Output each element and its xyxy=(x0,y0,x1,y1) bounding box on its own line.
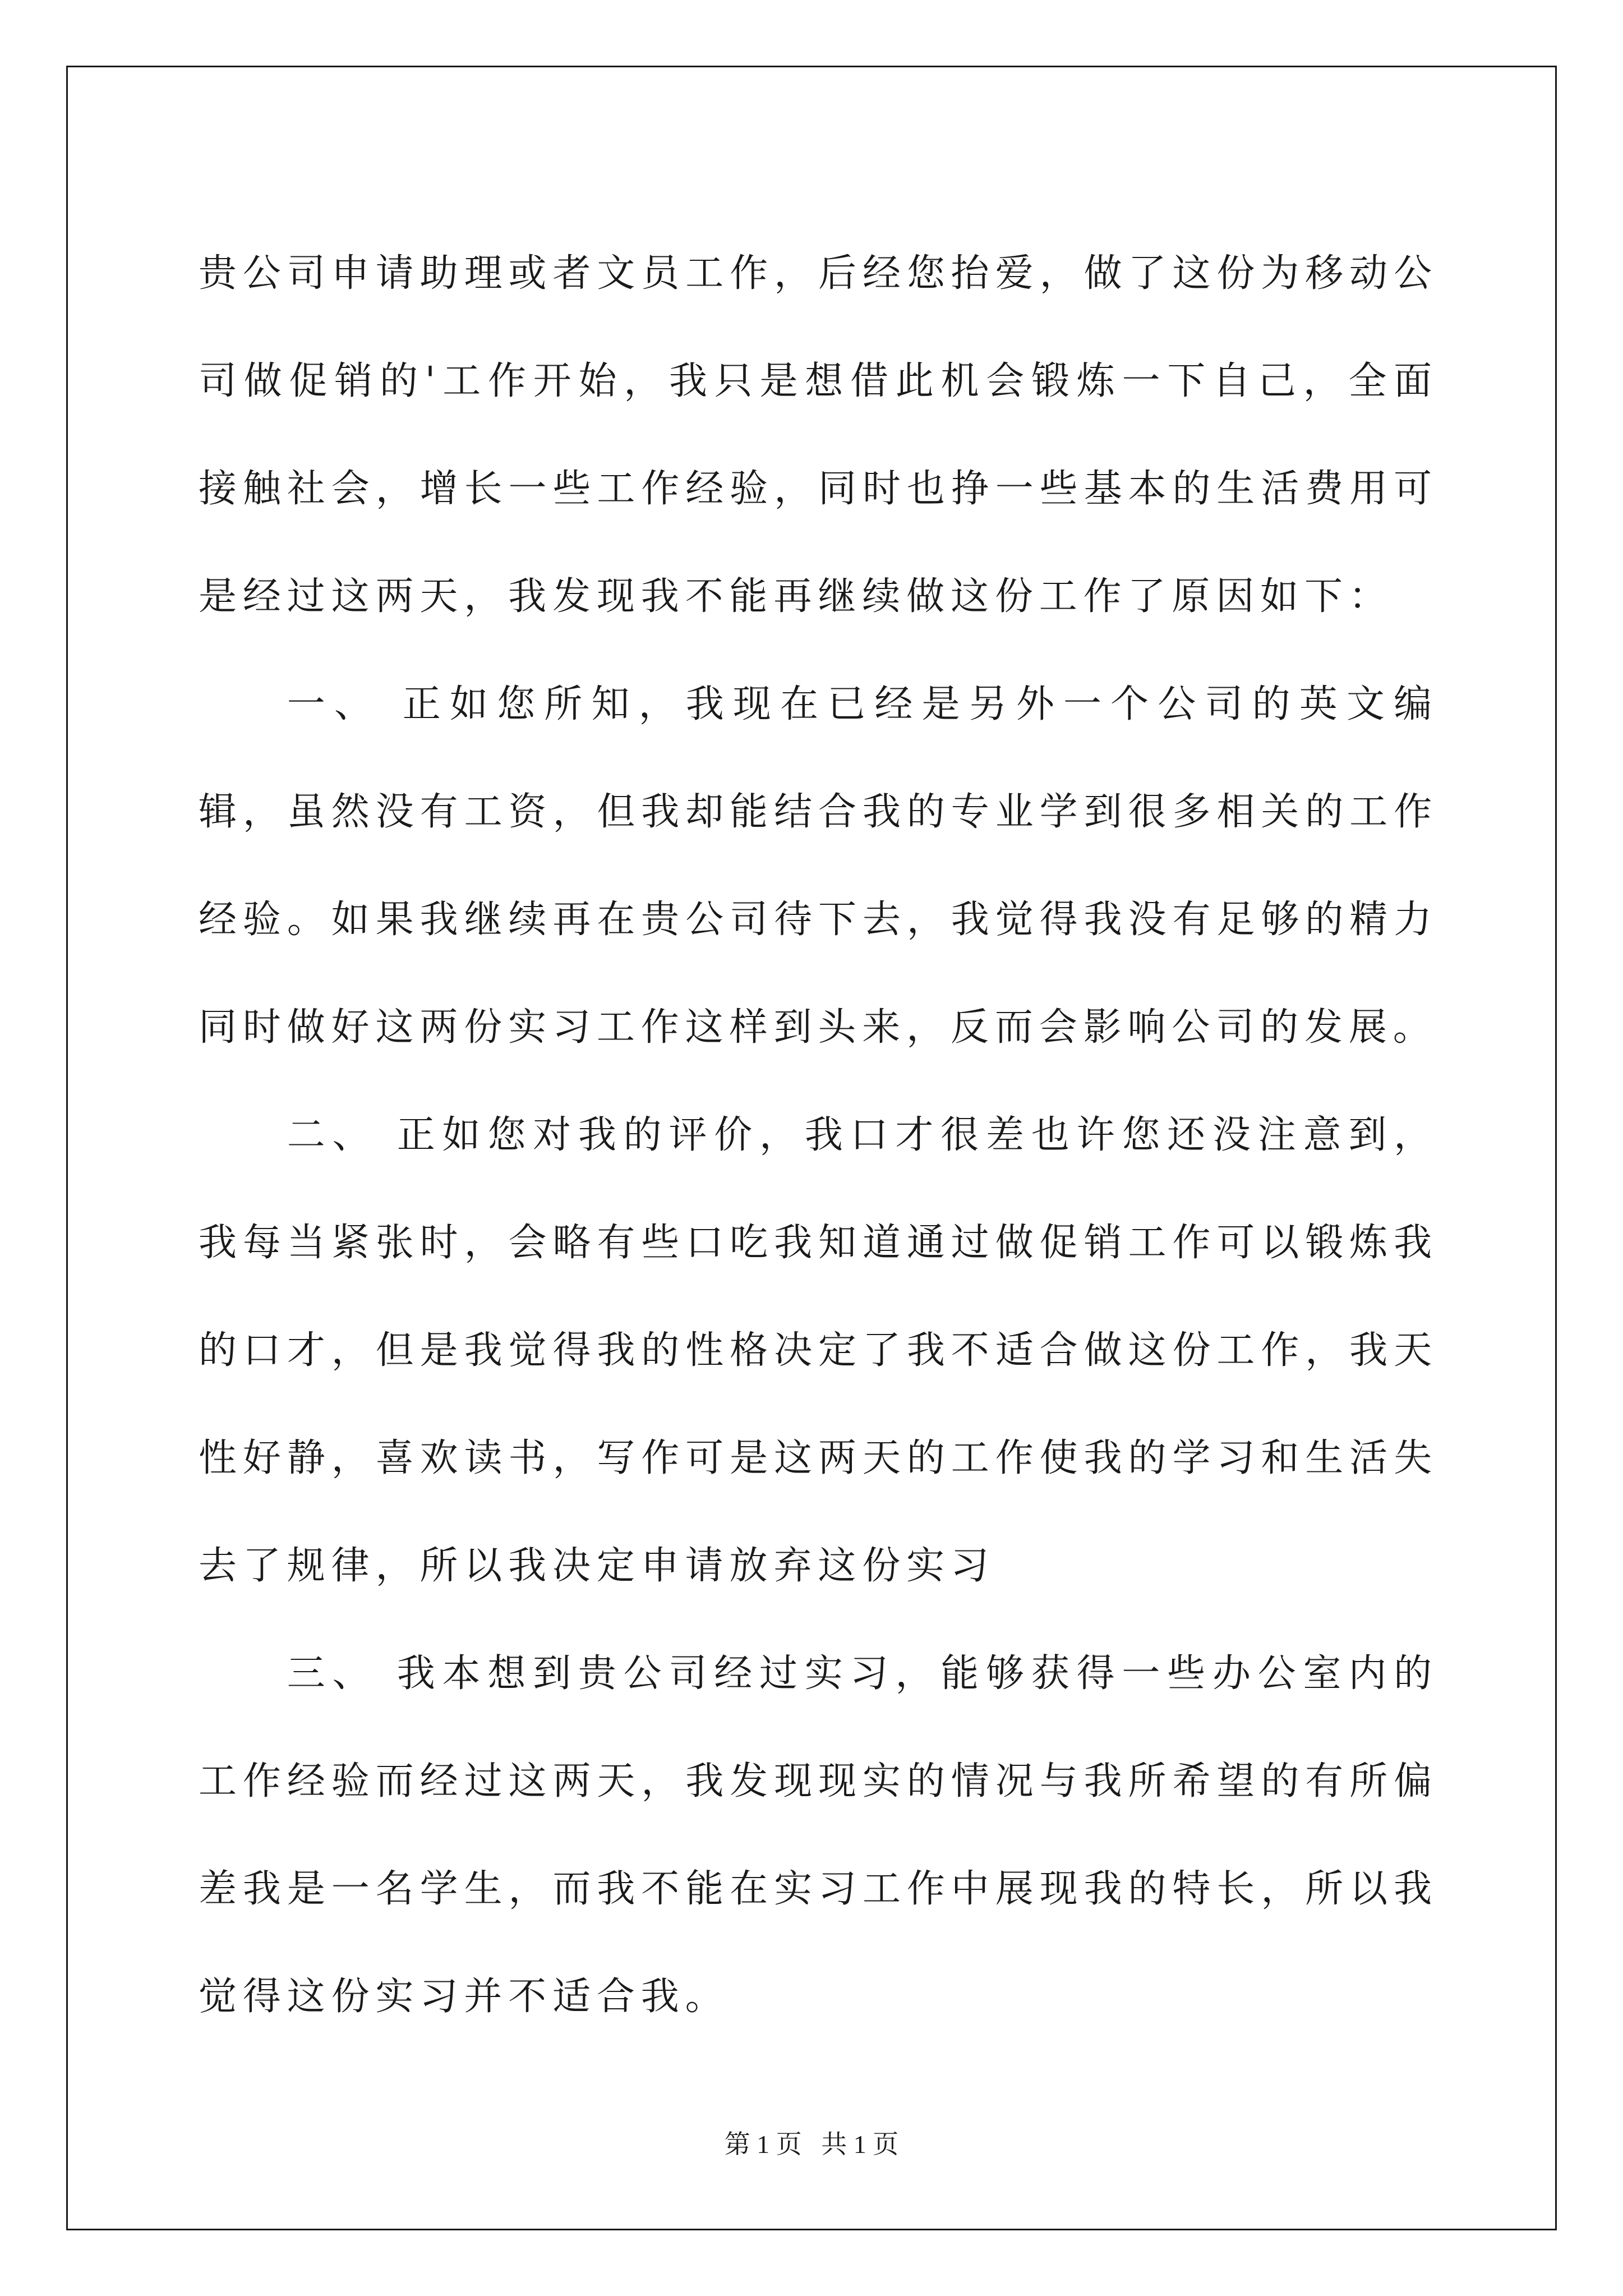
paragraph-intro: 贵公司申请助理或者文员工作，后经您抬爱，做了这份为移动公司做促销的'工作开始，我只是想借此机会锻炼一下自己，全面接触社会，增长一些工作经验，同时也挣一些基本的生活费用可是经过这两天，我发现我不能再继续做这份工作了原因如下： xyxy=(199,251,1438,619)
paragraph-reason-2: 二、 正如您对我的评价，我口才很差也许您还没注意到，我每当紧张时，会略有些口吃我知道通过做促销工作可以锻炼我的口才，但是我觉得我的性格决定了我不适合做这份工作，我天性好静，喜欢读书，写作可是这两天的工作使我的学习和生活失去了规律，所以我决定申请放弃这份实习 xyxy=(199,1113,1438,1588)
paragraph-reason-3: 三、 我本想到贵公司经过实习，能够获得一些办公室内的工作经验而经过这两天，我发现现实的情况与我所希望的有所偏差我是一名学生，而我不能在实习工作中展现我的特长，所以我觉得这份实习并不适合我。 xyxy=(199,1651,1438,2019)
document-body xyxy=(199,220,1438,2051)
page-number-footer: 第 1 页 共 1 页 xyxy=(724,2130,899,2159)
paragraph-reason-1: 一、 正如您所知，我现在已经是另外一个公司的英文编辑，虽然没有工资，但我却能结合我的专业学到很多相关的工作经验。如果我继续再在贵公司待下去，我觉得我没有足够的精力同时做好这两份实习工作这样到头来，反而会影响公司的发展。 xyxy=(199,682,1438,1050)
